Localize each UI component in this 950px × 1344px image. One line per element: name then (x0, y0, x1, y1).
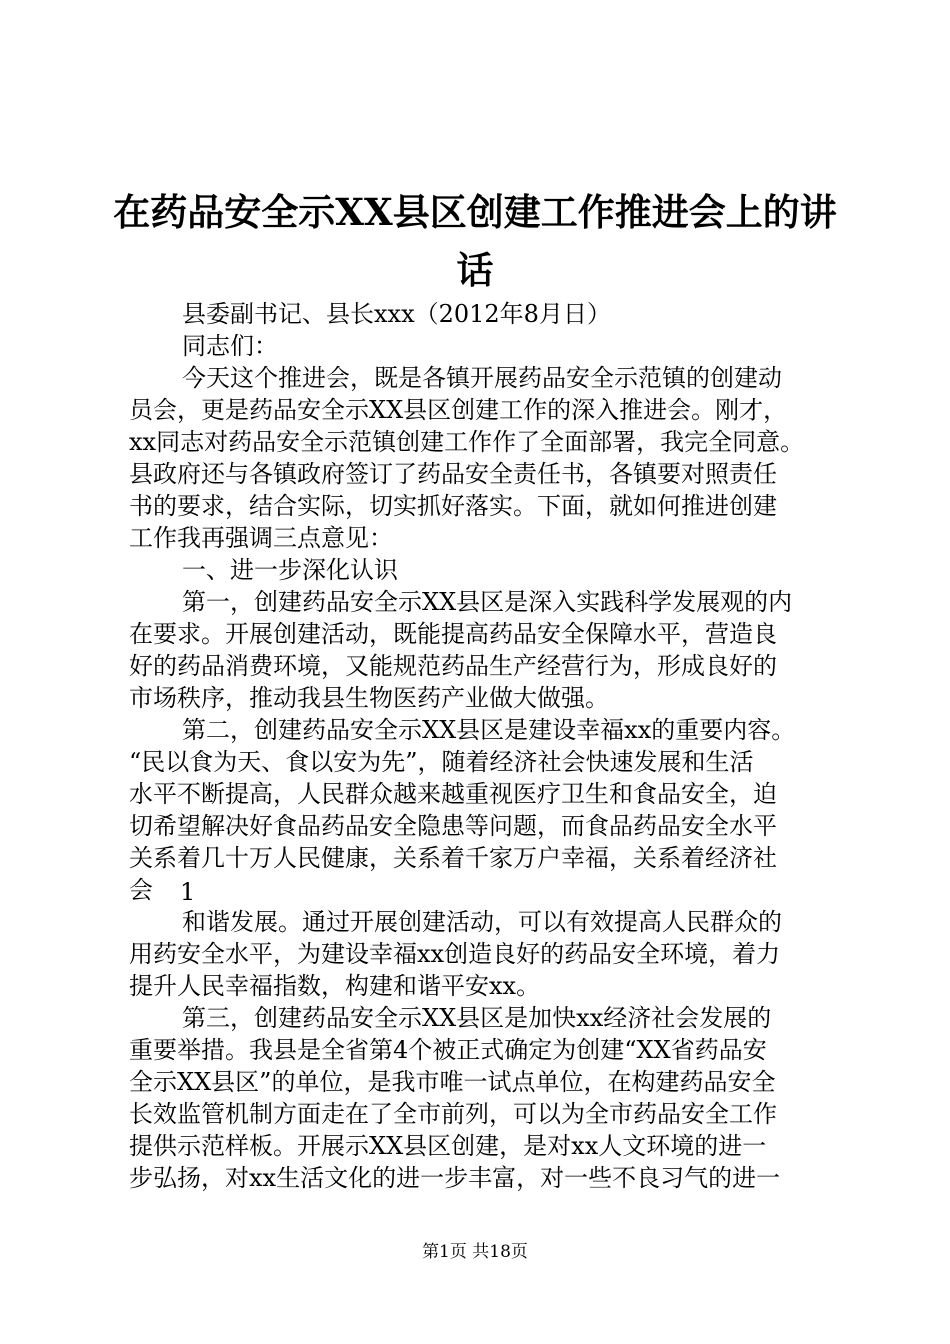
body-line: 第三，创建药品安全示XX县区是加快xx经济社会发展的 (182, 1004, 772, 1032)
body-line: 员会，更是药品安全示XX县区创建工作的深入推进会。刚才， (129, 396, 788, 424)
document-title-line-1: 在药品安全示XX县区创建工作推进会上的讲 (113, 190, 837, 234)
body-line: 第二，创建药品安全示XX县区是建设幸福xx的重要内容。 (182, 716, 796, 744)
body-line: “民以食为天、食以安为先”，随着经济社会快速发展和生活 (129, 748, 754, 776)
body-line: 在要求。开展创建活动，既能提高药品安全保障水平，营造良 (129, 620, 777, 648)
body-line: 关系着几十万人民健康，关系着千家万户幸福，关系着经济社 (129, 844, 777, 872)
speaker-line: 县委副书记、县长xxx（2012年8月日） (182, 300, 611, 328)
body-line: 和谐发展。通过开展创建活动，可以有效提高人民群众的 (182, 908, 782, 936)
body-line: 长效监管机制方面走在了全市前列，可以为全市药品安全工作 (129, 1100, 777, 1128)
body-line: 用药安全水平，为建设幸福xx创造良好的药品安全环境，着力 (129, 940, 781, 968)
body-line: 好的药品消费环境，又能规范药品生产经营行为，形成良好的 (129, 652, 777, 680)
body-line: 今天这个推进会，既是各镇开展药品安全示范镇的创建动 (182, 364, 782, 392)
body-line: 水平不断提高，人民群众越来越重视医疗卫生和食品安全，迫 (129, 780, 777, 808)
document-title-line-2: 话 (456, 248, 494, 292)
page-number-mark: 1 (180, 878, 196, 906)
salutation-line: 同志们： (182, 332, 278, 360)
body-line: 第一，创建药品安全示XX县区是深入实践科学发展观的内 (182, 588, 793, 616)
page-footer: 第1页 共18页 (422, 1242, 528, 1262)
section-heading: 一、进一步深化认识 (182, 556, 398, 584)
body-line: 会 (129, 876, 153, 904)
body-line: 步弘扬，对xx生活文化的进一步丰富，对一些不良习气的进一 (129, 1164, 781, 1192)
body-line: 切希望解决好食品药品安全隐患等问题，而食品药品安全水平 (129, 812, 777, 840)
body-line: 工作我再强调三点意见： (129, 524, 393, 552)
body-line: 重要举措。我县是全省第4个被正式确定为创建“XX省药品安 (129, 1036, 767, 1064)
body-line: 全示XX县区”的单位，是我市唯一试点单位，在构建药品安全 (129, 1068, 776, 1096)
body-line: 县政府还与各镇政府签订了药品安全责任书，各镇要对照责任 (129, 460, 777, 488)
body-line: 市场秩序，推动我县生物医药产业做大做强。 (129, 684, 609, 712)
body-line: 提供示范样板。开展示XX县区创建，是对xx人文环境的进一 (129, 1132, 767, 1160)
body-line: 提升人民幸福指数，构建和谐平安xx。 (129, 972, 541, 1000)
body-line: xx同志对药品安全示范镇创建工作作了全面部署，我完全同意。 (129, 428, 805, 456)
body-line: 书的要求，结合实际，切实抓好落实。下面，就如何推进创建 (129, 492, 777, 520)
